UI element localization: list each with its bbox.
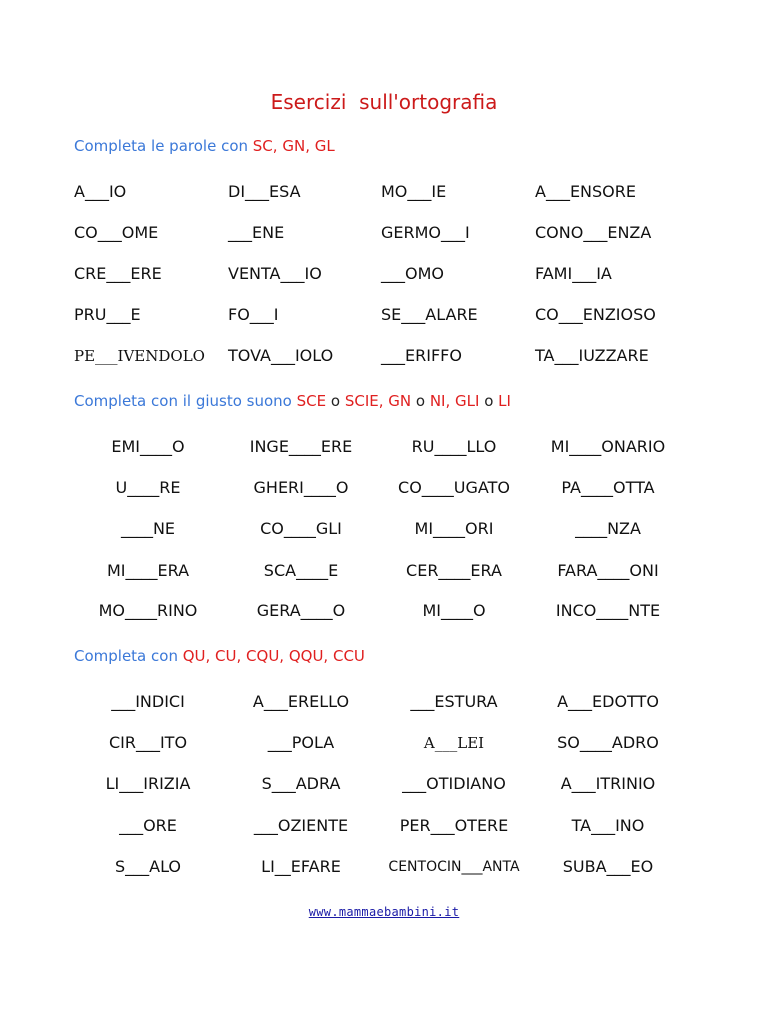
word-item: MI____ORI	[414, 519, 494, 538]
instruction-2	[74, 392, 511, 410]
exercise-row	[0, 690, 768, 714]
word-item: CENTOCIN___ANTA	[388, 859, 520, 875]
word-item: ___OZIENTE	[253, 816, 349, 835]
word-item: CIR___ITO	[108, 733, 188, 752]
word-item: A___ENSORE	[535, 182, 636, 201]
exercise-row	[0, 180, 768, 204]
page-title: Esercizi sull'ortografia	[270, 90, 498, 114]
word-item: A___ITRINIO	[560, 774, 656, 793]
word-item: INCO____NTE	[555, 601, 661, 620]
instruction-3	[74, 647, 365, 665]
word-item: ___ENE	[228, 223, 285, 242]
instruction-connector: o	[479, 392, 499, 410]
exercise-row	[0, 476, 768, 500]
exercise-row	[0, 599, 768, 623]
instruction-highlight: NI, GLI	[429, 392, 480, 410]
word-item: ___ORE	[119, 816, 177, 835]
word-item: SUBA___EO	[562, 857, 654, 876]
instruction-connector: o	[411, 392, 430, 410]
word-item: TA___INO	[571, 816, 645, 835]
word-item: ____NE	[120, 519, 176, 538]
website-link[interactable]: www.mammaebambini.it	[308, 905, 460, 919]
word-item: MI____O	[422, 601, 486, 620]
instruction-highlight: QU, CU, CQU, QQU, CCU	[182, 647, 365, 665]
exercise-row	[0, 221, 768, 245]
instruction-sep: ,	[305, 137, 315, 155]
word-item: MO____RINO	[98, 601, 198, 620]
word-item: S___ALO	[114, 857, 182, 876]
exercise-row	[0, 517, 768, 541]
exercise-row	[0, 435, 768, 459]
word-item: ___ERIFFO	[381, 346, 462, 365]
exercise-row	[0, 559, 768, 583]
word-item: CRE___ERE	[74, 264, 162, 283]
word-item: LI__EFARE	[261, 857, 341, 876]
instruction-highlight: SCE	[296, 392, 327, 410]
word-item: CER____ERA	[406, 561, 502, 580]
word-item: ____NZA	[575, 519, 641, 538]
word-item: A___IO	[74, 182, 127, 201]
exercise-row	[0, 772, 768, 796]
instruction-highlight: GL	[314, 137, 335, 155]
word-item: LI___IRIZIA	[105, 774, 191, 793]
instruction-highlight: SC	[252, 137, 273, 155]
word-item: FO___I	[228, 305, 279, 324]
word-item: MI____ONARIO	[550, 437, 666, 456]
word-item: CO___OME	[74, 223, 159, 242]
instruction-sep: ,	[272, 137, 283, 155]
word-item: EMI____O	[111, 437, 185, 456]
exercise-row	[0, 731, 768, 755]
exercise-row	[0, 344, 768, 368]
word-item: A___LEI	[423, 734, 485, 752]
word-item: MI____ERA	[106, 561, 190, 580]
word-item: SO____ADRO	[557, 733, 659, 752]
word-item: ___ESTURA	[410, 692, 498, 711]
word-item: ___INDICI	[111, 692, 185, 711]
word-item: A___EDOTTO	[557, 692, 659, 711]
word-item: CO____UGATO	[398, 478, 510, 497]
instruction-highlight: LI	[498, 392, 511, 410]
word-item: GERMO___I	[381, 223, 470, 242]
word-item: PA____OTTA	[561, 478, 655, 497]
word-item: PRU___E	[74, 305, 141, 324]
instruction-connector: o	[326, 392, 345, 410]
word-item: DI___ESA	[228, 182, 301, 201]
word-item: SCA____E	[263, 561, 339, 580]
word-item: TOVA___IOLO	[228, 346, 334, 365]
word-item: RU____LLO	[411, 437, 497, 456]
word-item: PER___OTERE	[399, 816, 509, 835]
instruction-highlight: SCIE, GN	[344, 392, 412, 410]
word-item: FAMI___IA	[535, 264, 612, 283]
word-item: ___OMO	[381, 264, 444, 283]
exercise-row	[0, 814, 768, 838]
word-item: MO___IE	[381, 182, 447, 201]
word-item: PE___IVENDOLO	[74, 347, 205, 365]
exercise-row	[0, 303, 768, 327]
instruction-text: Completa le parole con	[74, 137, 253, 155]
footer	[0, 905, 768, 919]
instruction-highlight: GN	[282, 137, 306, 155]
word-item: GERA____O	[256, 601, 346, 620]
instruction-text: Completa con	[74, 647, 183, 665]
exercise-row	[0, 262, 768, 286]
word-item: ___POLA	[267, 733, 335, 752]
instruction-text: Completa con il giusto suono	[74, 392, 297, 410]
word-item: CO____GLI	[260, 519, 342, 538]
instruction-1	[74, 137, 335, 155]
word-item: INGE____ERE	[249, 437, 353, 456]
word-item: SE___ALARE	[381, 305, 478, 324]
word-item: FARA____ONI	[557, 561, 659, 580]
word-item: U____RE	[115, 478, 181, 497]
word-item: CONO___ENZA	[535, 223, 652, 242]
word-item: TA___IUZZARE	[535, 346, 649, 365]
exercise-row	[0, 855, 768, 879]
word-item: ___OTIDIANO	[402, 774, 506, 793]
word-item: GHERI____O	[253, 478, 349, 497]
word-item: S___ADRA	[261, 774, 341, 793]
word-item: A___ERELLO	[252, 692, 350, 711]
word-item: VENTA___IO	[228, 264, 322, 283]
word-item: CO___ENZIOSO	[535, 305, 656, 324]
